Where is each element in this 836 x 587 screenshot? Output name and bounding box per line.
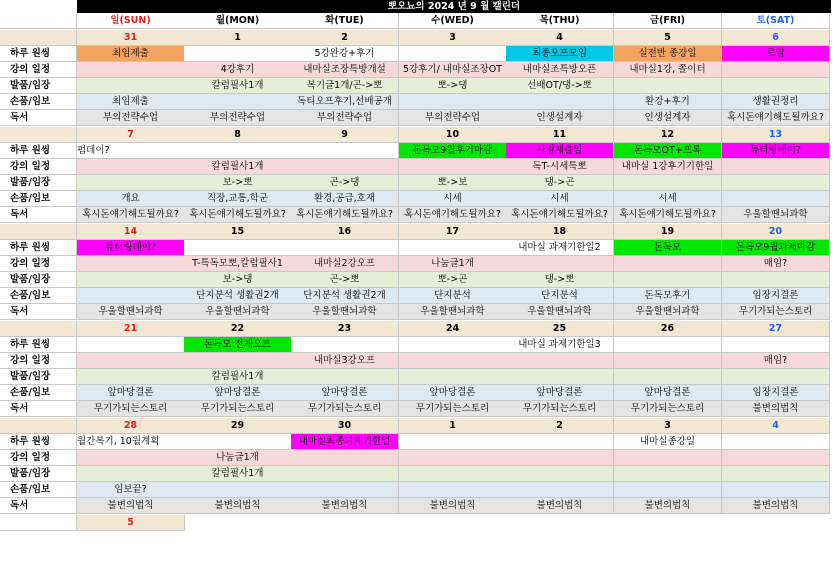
week-3-book-row [0, 401, 836, 417]
hand-cell[interactable]: 임보끝? [77, 482, 185, 498]
onething-cell[interactable]: 내마실 과제기한일2 [506, 240, 614, 256]
hand-cell[interactable]: 앞마당결론 [291, 385, 399, 401]
header-corner-cell[interactable] [0, 13, 77, 29]
date-cell[interactable]: 23 [291, 321, 399, 337]
site-cell[interactable] [77, 272, 185, 288]
date-cell[interactable]: 14 [77, 224, 185, 240]
book-cell[interactable]: 우울할땐뇌과학 [291, 304, 399, 320]
onething-cell[interactable]: 내마실최종과제기한일 [291, 434, 399, 450]
onething-cell[interactable]: 돈독모9월후기마감 [399, 143, 507, 159]
site-cell[interactable] [614, 175, 722, 191]
hand-cell[interactable]: 돈독모후기 [614, 288, 722, 304]
week-0-date-label[interactable] [0, 30, 77, 46]
onething-cell[interactable]: 돈독모 전체오프 [184, 337, 292, 353]
week-1-date-label[interactable] [0, 127, 77, 143]
row-label-lecture: 강의 일정 [0, 256, 77, 272]
site-cell[interactable] [291, 466, 399, 482]
hand-cell[interactable]: 임장지결론 [722, 385, 830, 401]
hand-cell[interactable]: 임장지결론 [722, 288, 830, 304]
onething-cell[interactable]: 사임제출일 [506, 143, 614, 159]
week-3-onething-row [0, 337, 836, 353]
site-cell[interactable] [291, 369, 399, 385]
book-cell[interactable]: 혹시돈얘기해도될까요? [77, 207, 185, 223]
onething-cell[interactable] [184, 434, 292, 450]
onething-cell[interactable] [184, 240, 292, 256]
week-2-date-label[interactable] [0, 224, 77, 240]
week-3-hand-row [0, 385, 836, 401]
onething-cell[interactable] [399, 434, 507, 450]
row-label-book: 독서 [0, 110, 77, 126]
lecture-cell[interactable] [291, 450, 399, 466]
book-cell[interactable]: 혹시돈얘기해도될까요? [184, 207, 292, 223]
date-cell[interactable]: 28 [77, 418, 185, 434]
lecture-cell[interactable]: T-특독모뽀,칼럼필사1 [184, 256, 292, 272]
lecture-cell[interactable] [614, 450, 722, 466]
lecture-cell[interactable] [614, 353, 722, 369]
onething-cell[interactable] [399, 240, 507, 256]
row-label-onething: 하루 원씽 [0, 434, 77, 450]
site-cell[interactable] [722, 466, 830, 482]
date-cell[interactable]: 1 [184, 30, 292, 46]
book-cell[interactable]: 불변의법칙 [399, 498, 507, 514]
onething-cell[interactable]: 실전반 종강일 [614, 46, 722, 62]
onething-cell[interactable]: 돈독모OT+프톡 [614, 143, 722, 159]
row-label-site: 발품/임장 [0, 78, 77, 94]
lecture-cell[interactable]: 나눔글1개 [399, 256, 507, 272]
hand-cell[interactable] [722, 482, 830, 498]
date-cell[interactable]: 8 [184, 127, 292, 143]
book-cell[interactable]: 불변의법칙 [722, 401, 830, 417]
book-cell[interactable]: 무기가되는스토리 [184, 401, 292, 417]
date-cell[interactable]: 3 [614, 418, 722, 434]
hand-cell[interactable]: 단지분석 생활권2개 [184, 288, 292, 304]
date-cell[interactable]: 11 [506, 127, 614, 143]
lecture-cell[interactable] [506, 353, 614, 369]
book-cell[interactable]: 우울할땐뇌과학 [399, 304, 507, 320]
site-cell[interactable]: 복기글1개/곤->뽀 [291, 78, 399, 94]
hand-cell[interactable]: 개요 [77, 191, 185, 207]
book-cell[interactable]: 우울할땐뇌과학 [184, 304, 292, 320]
site-cell[interactable] [77, 369, 185, 385]
site-cell[interactable] [614, 369, 722, 385]
date-cell[interactable]: 29 [184, 418, 292, 434]
week-0-book-row [0, 110, 836, 126]
next-week-label[interactable] [0, 515, 77, 531]
week-1-onething-row [0, 143, 836, 159]
date-cell[interactable]: 19 [614, 224, 722, 240]
site-cell[interactable] [77, 466, 185, 482]
lecture-cell[interactable] [77, 159, 185, 175]
onething-cell[interactable] [291, 143, 399, 159]
onething-cell[interactable] [399, 46, 507, 62]
book-cell[interactable]: 부의전략수업 [184, 110, 292, 126]
row-label-onething: 하루 원씽 [0, 143, 77, 159]
lecture-cell[interactable] [399, 159, 507, 175]
site-cell[interactable] [614, 466, 722, 482]
date-cell[interactable]: 26 [614, 321, 722, 337]
week-2-site-row [0, 272, 836, 288]
date-cell[interactable]: 16 [291, 224, 399, 240]
site-cell[interactable] [506, 369, 614, 385]
row-label-hand: 손품/임보 [0, 288, 77, 304]
site-cell[interactable] [399, 369, 507, 385]
site-cell[interactable]: 곤->뽀 [291, 272, 399, 288]
book-cell[interactable]: 무기가되는스토리 [722, 304, 830, 320]
onething-cell[interactable]: 튜터링데이? [722, 143, 830, 159]
week-0-site-row [0, 78, 836, 94]
onething-cell[interactable] [506, 434, 614, 450]
book-cell[interactable]: 무기가되는스토리 [77, 401, 185, 417]
book-cell[interactable]: 혹시돈얘기해도될까요? [614, 207, 722, 223]
week-1-book-row [0, 207, 836, 223]
date-cell[interactable]: 18 [506, 224, 614, 240]
date-cell[interactable]: 4 [722, 418, 830, 434]
week-2-lecture-row [0, 256, 836, 272]
book-cell[interactable]: 혹시돈얘기해도될까요? [506, 207, 614, 223]
site-cell[interactable]: 댕->뽀 [506, 272, 614, 288]
site-cell[interactable]: 댕->곤 [506, 175, 614, 191]
site-cell[interactable] [77, 78, 185, 94]
lecture-cell[interactable] [722, 159, 830, 175]
site-cell[interactable]: 뽀->보 [399, 175, 507, 191]
date-cell[interactable]: 5 [614, 30, 722, 46]
date-cell[interactable]: 10 [399, 127, 507, 143]
day-header-row [0, 13, 836, 29]
row-label-site: 발품/임장 [0, 466, 77, 482]
site-cell[interactable] [399, 466, 507, 482]
book-cell[interactable]: 우울할땐뇌과학 [506, 304, 614, 320]
lecture-cell[interactable]: 나눔글1개 [184, 450, 292, 466]
week-3-lecture-row [0, 353, 836, 369]
onething-cell[interactable]: 월간복기, 10월계획 [77, 434, 185, 450]
date-cell[interactable]: 1 [399, 418, 507, 434]
book-cell[interactable]: 불변의법칙 [184, 498, 292, 514]
book-cell[interactable]: 혹시돈얘기해도될까요? [399, 207, 507, 223]
hand-cell[interactable]: 시세 [506, 191, 614, 207]
hand-cell[interactable]: 앞마당결론 [399, 385, 507, 401]
hand-cell[interactable] [506, 94, 614, 110]
row-label-lecture: 강의 일정 [0, 62, 77, 78]
lecture-cell[interactable] [77, 62, 185, 78]
hand-cell[interactable]: 환경,공급,호재 [291, 191, 399, 207]
book-cell[interactable]: 우울할땐뇌과학 [77, 304, 185, 320]
row-label-lecture: 강의 일정 [0, 450, 77, 466]
site-cell[interactable]: 칼럼필사1개 [184, 466, 292, 482]
hand-cell[interactable]: 시세 [614, 191, 722, 207]
site-cell[interactable] [614, 78, 722, 94]
day-header-4[interactable]: 목(THU) [506, 13, 614, 29]
site-cell[interactable]: 뽀->댕 [399, 78, 507, 94]
date-cell[interactable]: 4 [506, 30, 614, 46]
lecture-cell[interactable] [614, 256, 722, 272]
row-label-lecture: 강의 일정 [0, 159, 77, 175]
day-header-0[interactable]: 일(SUN) [77, 13, 185, 29]
onething-cell[interactable]: 내마실종강일 [614, 434, 722, 450]
onething-cell[interactable]: 로임 [722, 46, 830, 62]
site-cell[interactable] [77, 175, 185, 191]
row-label-onething: 하루 원씽 [0, 46, 77, 62]
onething-cell[interactable]: 돈독모 [614, 240, 722, 256]
hand-cell[interactable]: 독티오프후기,선배공개 [291, 94, 399, 110]
hand-cell[interactable] [184, 482, 292, 498]
week-4-date-label[interactable] [0, 418, 77, 434]
book-cell[interactable]: 우울할땐뇌과학 [722, 207, 830, 223]
week-3-date-row [0, 321, 836, 337]
lecture-cell[interactable]: 매임? [722, 256, 830, 272]
onething-cell[interactable]: 돈독모9월과제마감 [722, 240, 830, 256]
onething-cell[interactable] [614, 337, 722, 353]
date-cell[interactable]: 3 [399, 30, 507, 46]
title-row [0, 0, 836, 13]
hand-cell[interactable] [77, 288, 185, 304]
date-cell[interactable]: 21 [77, 321, 185, 337]
week-2-onething-row [0, 240, 836, 256]
book-cell[interactable]: 우울할땐뇌과학 [614, 304, 722, 320]
row-label-book: 독서 [0, 401, 77, 417]
site-cell[interactable]: 보->댕 [184, 272, 292, 288]
lecture-cell[interactable] [77, 450, 185, 466]
hand-cell[interactable] [399, 482, 507, 498]
week-0-lecture-row [0, 62, 836, 78]
lecture-cell[interactable] [291, 159, 399, 175]
week-2-hand-row [0, 288, 836, 304]
lecture-cell[interactable]: 4강후기 [184, 62, 292, 78]
book-cell[interactable]: 부의전략수업 [291, 110, 399, 126]
onething-cell[interactable] [291, 240, 399, 256]
row-label-book: 독서 [0, 304, 77, 320]
book-cell[interactable]: 불변의법칙 [722, 498, 830, 514]
date-cell[interactable]: 15 [184, 224, 292, 240]
book-cell[interactable]: 불변의법칙 [291, 498, 399, 514]
row-label-book: 독서 [0, 207, 77, 223]
row-label-hand: 손품/임보 [0, 482, 77, 498]
book-cell[interactable]: 혹시돈얘기해도될까요? [291, 207, 399, 223]
book-cell[interactable]: 무기가되는스토리 [506, 401, 614, 417]
hand-cell[interactable] [614, 482, 722, 498]
lecture-cell[interactable] [722, 450, 830, 466]
onething-cell[interactable] [184, 46, 292, 62]
site-cell[interactable] [722, 272, 830, 288]
week-1-hand-row [0, 191, 836, 207]
calendar-title[interactable]: 뽀오뇨의 2024 년 9 월 캘린더 [77, 0, 831, 13]
hand-cell[interactable]: 단지분석 [399, 288, 507, 304]
hand-cell[interactable]: 생활권정리 [722, 94, 830, 110]
date-cell[interactable]: 13 [722, 127, 830, 143]
book-cell[interactable]: 인생설계자 [506, 110, 614, 126]
onething-cell[interactable] [184, 143, 292, 159]
lecture-cell[interactable] [722, 62, 830, 78]
site-cell[interactable]: 곤->댕 [291, 175, 399, 191]
book-cell[interactable]: 불변의법칙 [77, 498, 185, 514]
site-cell[interactable]: 보->뽀 [184, 175, 292, 191]
week-1-lecture-row [0, 159, 836, 175]
date-cell[interactable]: 2 [291, 30, 399, 46]
week-1-date-row [0, 127, 836, 143]
lecture-cell[interactable]: 칼럼필사1개 [184, 159, 292, 175]
onething-cell[interactable] [722, 434, 830, 450]
week-4-hand-row [0, 482, 836, 498]
week-0-date-row [0, 30, 836, 46]
week-4-lecture-row [0, 450, 836, 466]
site-cell[interactable] [614, 272, 722, 288]
hand-cell[interactable] [506, 482, 614, 498]
book-cell[interactable]: 불변의법칙 [506, 498, 614, 514]
hand-cell[interactable]: 직장,교통,학군 [184, 191, 292, 207]
week-3-site-row [0, 369, 836, 385]
lecture-cell[interactable]: 독T-시세특뽀 [506, 159, 614, 175]
date-cell[interactable]: 7 [77, 127, 185, 143]
lecture-cell[interactable]: 내마실조장특방개설 [291, 62, 399, 78]
day-header-6[interactable]: 토(SAT) [722, 13, 830, 29]
week-3-date-label[interactable] [0, 321, 77, 337]
next-week-date-row [0, 515, 836, 531]
onething-cell[interactable]: 내마실 과제기한일3 [506, 337, 614, 353]
date-cell[interactable]: 9 [291, 127, 399, 143]
book-cell[interactable]: 무기가되는스토리 [614, 401, 722, 417]
row-label-onething: 하루 원씽 [0, 240, 77, 256]
site-cell[interactable]: 뽀->곤 [399, 272, 507, 288]
date-cell[interactable]: 12 [614, 127, 722, 143]
row-label-site: 발품/임장 [0, 175, 77, 191]
onething-cell[interactable] [399, 337, 507, 353]
lecture-cell[interactable]: 5강후기/ 내마실조장OT [399, 62, 507, 78]
week-1-site-row [0, 175, 836, 191]
onething-cell[interactable] [291, 337, 399, 353]
lecture-cell[interactable] [506, 256, 614, 272]
date-cell[interactable]: 5 [77, 515, 185, 531]
lecture-cell[interactable] [77, 256, 185, 272]
day-header-1[interactable]: 월(MON) [184, 13, 292, 29]
onething-cell[interactable]: 최임제출 [77, 46, 185, 62]
date-cell[interactable]: 17 [399, 224, 507, 240]
week-2-book-row [0, 304, 836, 320]
week-4-onething-row [0, 434, 836, 450]
site-cell[interactable]: 칼럼필사1개 [184, 369, 292, 385]
row-label-lecture: 강의 일정 [0, 353, 77, 369]
lecture-cell[interactable]: 매임? [722, 353, 830, 369]
week-4-book-row [0, 498, 836, 514]
week-4-date-row [0, 418, 836, 434]
hand-cell[interactable]: 단지분석 [506, 288, 614, 304]
row-label-book: 독서 [0, 498, 77, 514]
hand-cell[interactable]: 시세 [399, 191, 507, 207]
hand-cell[interactable] [722, 191, 830, 207]
book-cell[interactable]: 부의전략수업 [77, 110, 185, 126]
hand-cell[interactable]: 앞마당결론 [614, 385, 722, 401]
week-2-date-row [0, 224, 836, 240]
lecture-cell[interactable]: 내마실1강, 쫄이터 [614, 62, 722, 78]
week-0-hand-row [0, 94, 836, 110]
week-4-site-row [0, 466, 836, 482]
row-label-site: 발품/임장 [0, 369, 77, 385]
hand-cell[interactable] [184, 94, 292, 110]
date-cell[interactable]: 6 [722, 30, 830, 46]
site-cell[interactable] [506, 466, 614, 482]
lecture-cell[interactable]: 내마실 1강후기기한일 [614, 159, 722, 175]
onething-cell[interactable] [77, 337, 185, 353]
lecture-cell[interactable] [399, 450, 507, 466]
hand-cell[interactable]: 앞마당결론 [77, 385, 185, 401]
date-cell[interactable]: 27 [722, 321, 830, 337]
site-cell[interactable]: 선배OT/댕->뽀 [506, 78, 614, 94]
lecture-cell[interactable] [77, 353, 185, 369]
date-cell[interactable]: 2 [506, 418, 614, 434]
site-cell[interactable]: 칼럼필사1개 [184, 78, 292, 94]
date-cell[interactable]: 22 [184, 321, 292, 337]
site-cell[interactable] [722, 78, 830, 94]
row-label-site: 발품/임장 [0, 272, 77, 288]
onething-cell[interactable]: 펌데이? [77, 143, 185, 159]
date-cell[interactable]: 31 [77, 30, 185, 46]
hand-cell[interactable]: 환강+후기 [614, 94, 722, 110]
lecture-cell[interactable]: 내마실조특방오픈 [506, 62, 614, 78]
hand-cell[interactable]: 최임제출 [77, 94, 185, 110]
book-cell[interactable]: 부의전략수업 [399, 110, 507, 126]
book-cell[interactable]: 무기가되는스토리 [399, 401, 507, 417]
lecture-cell[interactable] [184, 353, 292, 369]
book-cell[interactable]: 혹시돈얘기해도될까요? [722, 110, 830, 126]
book-cell[interactable]: 인생설계자 [614, 110, 722, 126]
hand-cell[interactable]: 앞마당결론 [184, 385, 292, 401]
lecture-cell[interactable] [399, 353, 507, 369]
onething-cell[interactable] [722, 337, 830, 353]
lecture-cell[interactable] [506, 450, 614, 466]
site-cell[interactable] [722, 175, 830, 191]
book-cell[interactable]: 무기가되는스토리 [291, 401, 399, 417]
day-header-5[interactable]: 금(FRI) [614, 13, 722, 29]
row-label-onething: 하루 원씽 [0, 337, 77, 353]
date-cell[interactable]: 30 [291, 418, 399, 434]
week-0-onething-row [0, 46, 836, 62]
hand-cell[interactable] [291, 482, 399, 498]
onething-cell[interactable]: 튜터링데이? [77, 240, 185, 256]
hand-cell[interactable]: 앞마당결론 [506, 385, 614, 401]
day-header-3[interactable]: 수(WED) [399, 13, 507, 29]
row-label-hand: 손품/임보 [0, 191, 77, 207]
book-cell[interactable]: 불변의법칙 [614, 498, 722, 514]
hand-cell[interactable] [399, 94, 507, 110]
onething-cell[interactable]: 최종오프모임 [506, 46, 614, 62]
date-cell[interactable]: 25 [506, 321, 614, 337]
row-label-hand: 손품/임보 [0, 385, 77, 401]
day-header-2[interactable]: 화(TUE) [291, 13, 399, 29]
onething-cell[interactable]: 5강완강+후기 [291, 46, 399, 62]
date-cell[interactable]: 20 [722, 224, 830, 240]
date-cell[interactable]: 24 [399, 321, 507, 337]
site-cell[interactable] [722, 369, 830, 385]
hand-cell[interactable]: 단지분석 생활권2개 [291, 288, 399, 304]
row-label-hand: 손품/임보 [0, 94, 77, 110]
lecture-cell[interactable]: 내마실3강오프 [291, 353, 399, 369]
lecture-cell[interactable]: 내마실2강오프 [291, 256, 399, 272]
